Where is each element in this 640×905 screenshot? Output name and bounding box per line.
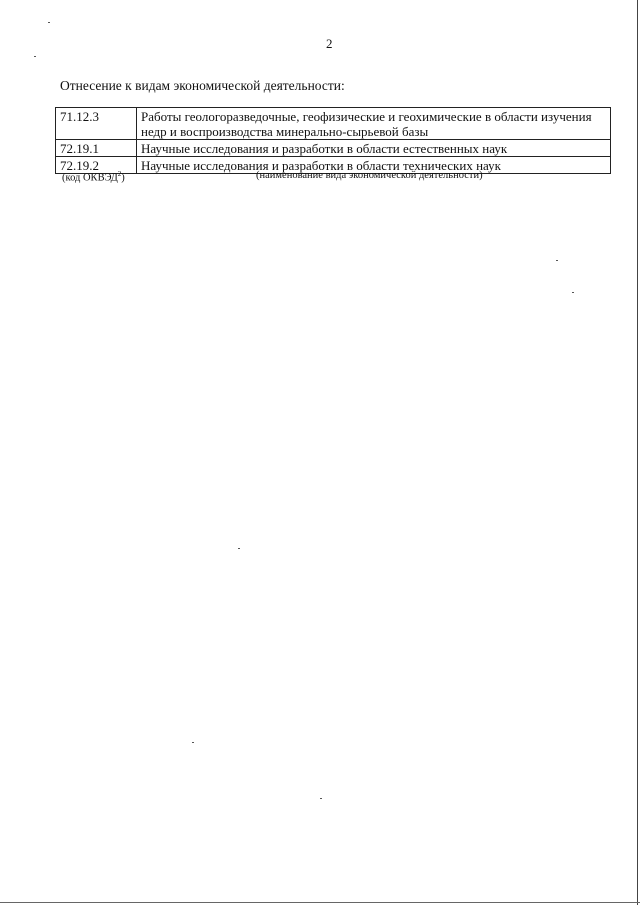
- activity-name-cell: Научные исследования и разработки в области технических наук: [137, 157, 611, 174]
- activity-name-caption: (наименование вида экономической деятельности): [256, 170, 483, 181]
- scan-speck: [192, 742, 194, 743]
- scan-edge-right: [637, 0, 638, 905]
- scan-speck: [238, 548, 240, 549]
- scan-edge-bottom: [0, 902, 640, 903]
- scan-speck: [572, 292, 574, 293]
- table-row: [56, 108, 611, 140]
- table-row: [56, 140, 611, 157]
- okved-code-cell: 72.19.2: [56, 157, 137, 174]
- okved-code-caption-close: ): [121, 172, 125, 184]
- activity-name-cell: [137, 108, 611, 140]
- activity-name-cell: Научные исследования и разработки в области естественных наук: [137, 140, 611, 157]
- section-title: Отнесение к видам экономической деятельности:: [60, 78, 345, 93]
- footnote-marker: 2: [117, 170, 122, 178]
- okved-code-cell: 71.12.3: [56, 108, 137, 140]
- activity-name-line: недр и воспроизводства минерально-сырьевой базы: [141, 124, 429, 139]
- page-number: 2: [326, 36, 333, 51]
- scan-speck: [48, 22, 50, 23]
- activity-name-line: Работы геологоразведочные, геофизические и геохимические в области изучения: [141, 109, 592, 124]
- scan-speck: [320, 798, 322, 799]
- okved-code-cell: 72.19.1: [56, 140, 137, 157]
- okved-code-caption: [62, 170, 125, 184]
- scan-speck: [556, 260, 558, 261]
- scan-speck: [34, 56, 36, 57]
- okved-activities-table: [55, 107, 611, 174]
- okved-code-caption-text: (код ОКВЭД: [62, 172, 118, 184]
